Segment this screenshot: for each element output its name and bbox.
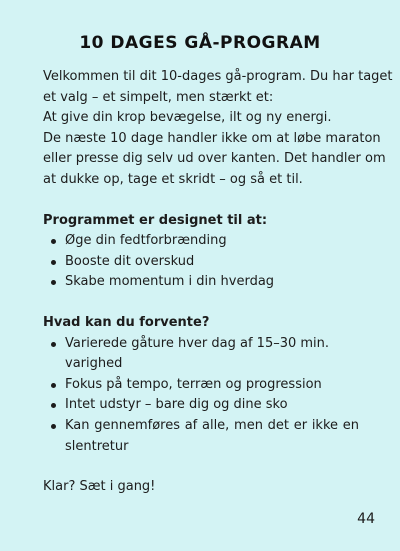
section-heading-expect: Hvad kan du forvente? (43, 314, 210, 330)
list-item: Booste dit overskud (43, 252, 359, 273)
intro-line: Velkommen til dit 10-dages gå-program. Du har taget (43, 69, 393, 84)
intro-line: et valg – et simpelt, men stærkt et: (43, 89, 274, 105)
expectations-list (43, 334, 359, 458)
intro-paragraph (43, 67, 393, 191)
intro-line: at dukke op, tage et skridt – og så et til. (43, 171, 303, 187)
list-item-line: slentretur (65, 438, 129, 454)
list-item: Øge din fedtforbrænding (43, 231, 359, 252)
design-goals-list (43, 231, 359, 293)
page-number: 44 (357, 511, 375, 527)
list-item-line: Kan gennemføres af alle, men det er ikke en (65, 417, 359, 433)
intro-line: At give din krop bevægelse, ilt og ny energi. (43, 110, 332, 126)
intro-line: De næste 10 dage handler ikke om at løbe maraton (43, 130, 381, 146)
list-item: Skabe momentum i din hverdag (43, 272, 359, 293)
closing-text: Klar? Sæt i gang! (43, 479, 156, 495)
list-item: Varierede gåture hver dag af 15–30 min. varighed (43, 334, 359, 375)
page-content (43, 67, 393, 498)
list-item: Fokus på tempo, terræn og progression (43, 375, 359, 396)
page-title: 10 DAGES GÅ-PROGRAM (79, 33, 321, 53)
intro-line: eller presse dig selv ud over kanten. Det handler om (43, 151, 386, 167)
section-heading-design: Programmet er designet til at: (43, 212, 268, 228)
list-item (43, 416, 359, 457)
list-item: Intet udstyr – bare dig og dine sko (43, 395, 359, 416)
